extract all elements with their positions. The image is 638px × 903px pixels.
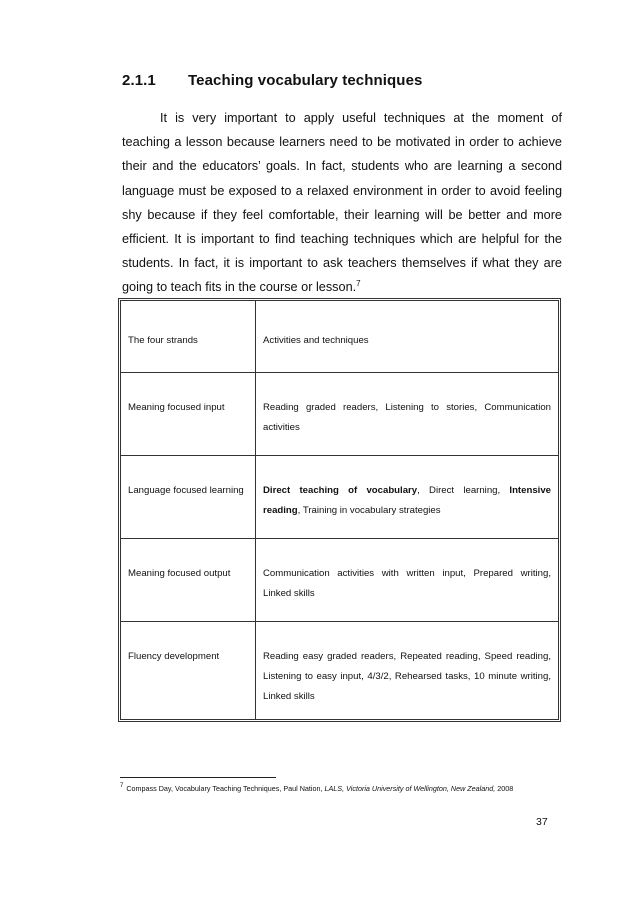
- strand-cell: Meaning focused input: [128, 402, 225, 413]
- activities-cell: Reading graded readers, Listening to stories, Communication activities: [263, 402, 551, 433]
- activities-cell: Reading easy graded readers, Repeated reading, Speed reading, Listening to easy input, 4/3/2, Rehearsed tasks, 10 minute writing, Linked skills: [263, 651, 551, 702]
- header-four-strands: The four strands: [128, 335, 198, 346]
- body-paragraph: [122, 106, 562, 300]
- header-activities: Activities and techniques: [263, 335, 369, 346]
- table-row: [121, 373, 558, 456]
- strand-cell: Language focused learning: [128, 485, 244, 496]
- section-number: 2.1.1: [122, 72, 156, 89]
- footnote-year: 2008: [495, 784, 514, 793]
- footnote-marker: 7: [120, 783, 124, 789]
- strand-cell: Fluency development: [128, 651, 220, 662]
- bold-activity: Intensive reading: [263, 485, 551, 516]
- page-number: 37: [536, 816, 548, 828]
- activities-cell: [256, 456, 558, 538]
- strand-cell: Meaning focused output: [128, 568, 231, 579]
- footnote-italic-text: LALS, Victoria University of Wellington, New Zealand,: [324, 784, 496, 793]
- four-strands-table: [118, 298, 561, 722]
- table-header-row: [121, 301, 558, 373]
- footnote: [120, 783, 513, 793]
- bold-activity: Direct teaching of vocabulary: [263, 485, 418, 496]
- table-row: [121, 456, 558, 539]
- section-heading: [122, 72, 422, 89]
- footnote-reference[interactable]: 7: [356, 279, 361, 289]
- table-row: [121, 622, 558, 720]
- activities-cell: Communication activities with written input, Prepared writing, Linked skills: [263, 568, 551, 599]
- footnote-text: Compass Day, Vocabulary Teaching Techniques, Paul Nation,: [126, 784, 325, 793]
- table-row: [121, 539, 558, 622]
- section-title: Teaching vocabulary techniques: [188, 72, 423, 89]
- activity-text: , Training in vocabulary strategies: [297, 505, 441, 516]
- footnote-divider: [120, 777, 276, 778]
- paragraph-text: It is very important to apply useful techniques at the moment of teaching a lesson because learners need to be motivated in order to achieve their and the educators’ goals. In fact, students who are learning a second language must be exposed to a relaxed environment in order to avoid feeling shy because if they feel comfortable, their learning will be better and more efficient. It is important to find teaching techniques which are helpful for the students. In fact, it is important to ask teachers themselves if what they are going to teach fits in the course or lesson.: [122, 111, 562, 295]
- activity-text: , Direct learning,: [417, 485, 510, 496]
